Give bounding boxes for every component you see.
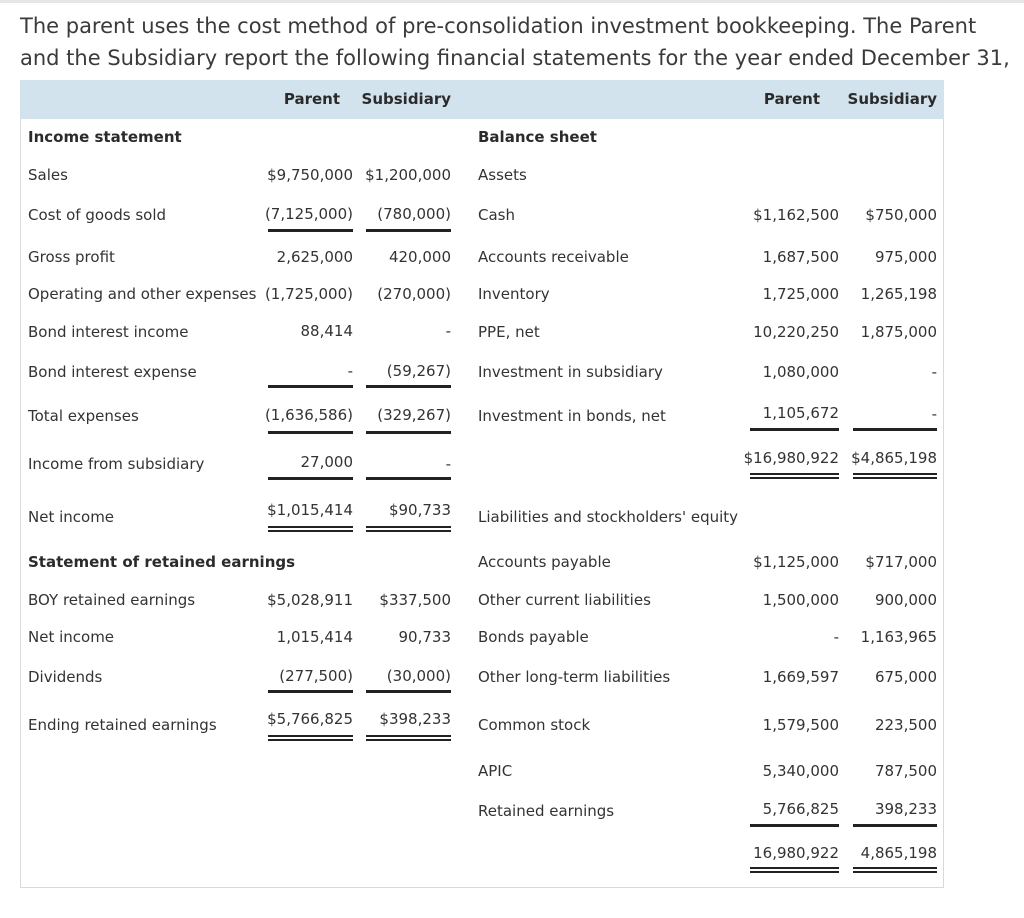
is-sub-sales: $1,200,000 (365, 166, 451, 184)
underline (366, 385, 451, 388)
top-border (0, 0, 1024, 3)
is-sub-net-income: $90,733 (388, 501, 451, 519)
underline (268, 477, 353, 480)
bs-parent-investment-in-bonds: 1,105,672 (762, 404, 839, 422)
underline (853, 428, 937, 431)
bs-parent-total-assets: $16,980,922 (743, 449, 839, 467)
bs-label-ppe: PPE, net (478, 323, 540, 341)
underline (366, 690, 451, 693)
bs-sub-other-long-term-liabilities: 675,000 (874, 668, 937, 686)
is-parent-income-from-subsidiary: 27,000 (300, 453, 353, 471)
re-parent-boy: $5,028,911 (267, 591, 353, 609)
bs-parent-accounts-receivable: 1,687,500 (762, 248, 839, 266)
bs-sub-retained-earnings: 398,233 (874, 800, 937, 818)
double-underline (750, 867, 839, 873)
bs-sub-accounts-payable: $717,000 (865, 553, 937, 571)
bs-sub-bonds-payable: 1,163,965 (860, 628, 937, 646)
bs-sub-other-current-liabilities: 900,000 (874, 591, 937, 609)
header-parent-left: Parent (283, 90, 340, 108)
is-sub-cogs: (780,000) (377, 205, 451, 223)
bs-sub-cash: $750,000 (865, 206, 937, 224)
header-parent-right: Parent (763, 90, 820, 108)
bs-parent-investment-in-subsidiary: 1,080,000 (762, 363, 839, 381)
bs-sub-accounts-receivable: 975,000 (874, 248, 937, 266)
is-sub-total-expenses: (329,267) (377, 406, 451, 424)
underline (750, 824, 839, 827)
bs-parent-bonds-payable: - (833, 628, 839, 646)
bs-sub-total-assets: $4,865,198 (851, 449, 937, 467)
underline (750, 428, 839, 431)
double-underline (853, 473, 937, 479)
retained-earnings-heading: Statement of retained earnings (28, 553, 296, 571)
underline (268, 229, 353, 232)
re-sub-dividends: (30,000) (386, 667, 451, 685)
liabilities-equity-label: Liabilities and stockholders' equity (478, 508, 739, 526)
bs-label-retained-earnings: Retained earnings (478, 802, 615, 820)
re-label-dividends: Dividends (28, 668, 103, 686)
is-sub-operating-expenses: (270,000) (377, 285, 451, 303)
bs-parent-ppe: 10,220,250 (753, 323, 839, 341)
bs-parent-common-stock: 1,579,500 (762, 716, 839, 734)
balance-sheet-heading: Balance sheet (478, 128, 597, 146)
bs-parent-accounts-payable: $1,125,000 (753, 553, 839, 571)
double-underline (853, 867, 937, 873)
bs-label-cash: Cash (478, 206, 515, 224)
bs-sub-common-stock: 223,500 (874, 716, 937, 734)
re-sub-boy: $337,500 (379, 591, 451, 609)
bs-parent-apic: 5,340,000 (762, 762, 839, 780)
re-label-boy: BOY retained earnings (28, 591, 196, 609)
is-label-net-income: Net income (28, 508, 115, 526)
bs-label-bonds-payable: Bonds payable (478, 628, 589, 646)
underline (268, 431, 353, 434)
double-underline (750, 473, 839, 479)
double-underline (366, 735, 451, 741)
bs-sub-investment-in-bonds: - (931, 405, 937, 423)
bs-label-other-current-liabilities: Other current liabilities (478, 591, 651, 609)
is-label-sales: Sales (28, 166, 68, 184)
bs-label-accounts-receivable: Accounts receivable (478, 248, 629, 266)
income-statement-heading: Income statement (28, 128, 182, 146)
double-underline (268, 735, 353, 741)
bs-label-apic: APIC (478, 762, 513, 780)
bs-sub-investment-in-subsidiary: - (931, 363, 937, 381)
bs-parent-other-current-liabilities: 1,500,000 (762, 591, 839, 609)
assets-label: Assets (478, 166, 527, 184)
intro-text: The parent uses the cost method of pre-consolidation investment bookkeeping. The Parent and the Subsidiary report the following financial statements for the year ended December 31, (20, 14, 1010, 70)
is-sub-gross-profit: 420,000 (388, 248, 451, 266)
bs-parent-retained-earnings: 5,766,825 (762, 800, 839, 818)
is-parent-operating-expenses: (1,725,000) (264, 285, 353, 303)
is-label-cogs: Cost of goods sold (28, 206, 167, 224)
bs-label-inventory: Inventory (478, 285, 550, 303)
bs-sub-inventory: 1,265,198 (860, 285, 937, 303)
is-parent-total-expenses: (1,636,586) (264, 406, 353, 424)
header-subsidiary-right: Subsidiary (847, 90, 937, 108)
bs-label-investment-in-bonds: Investment in bonds, net (478, 407, 666, 425)
underline (366, 477, 451, 480)
is-sub-bond-interest-expense: (59,267) (386, 362, 451, 380)
re-sub-ending: $398,233 (379, 710, 451, 728)
is-label-total-expenses: Total expenses (28, 407, 139, 425)
is-label-bond-interest-expense: Bond interest expense (28, 363, 197, 381)
is-parent-sales: $9,750,000 (267, 166, 353, 184)
re-parent-ending: $5,766,825 (267, 710, 353, 728)
is-label-gross-profit: Gross profit (28, 248, 115, 266)
is-sub-income-from-subsidiary: - (445, 455, 451, 473)
is-sub-bond-interest-income: - (445, 322, 451, 340)
bs-label-accounts-payable: Accounts payable (478, 553, 611, 571)
re-parent-net-income: 1,015,414 (276, 628, 353, 646)
is-parent-bond-interest-expense: - (347, 362, 353, 380)
bs-sub-total-liabilities-equity: 4,865,198 (860, 844, 937, 862)
bs-label-common-stock: Common stock (478, 716, 591, 734)
bs-parent-cash: $1,162,500 (753, 206, 839, 224)
bs-parent-total-liabilities-equity: 16,980,922 (753, 844, 839, 862)
underline (268, 690, 353, 693)
bs-sub-ppe: 1,875,000 (860, 323, 937, 341)
is-parent-cogs: (7,125,000) (264, 205, 353, 223)
re-parent-dividends: (277,500) (279, 667, 353, 685)
re-sub-net-income: 90,733 (398, 628, 451, 646)
bs-sub-apic: 787,500 (874, 762, 937, 780)
underline (268, 385, 353, 388)
is-parent-bond-interest-income: 88,414 (300, 322, 353, 340)
header-subsidiary-left: Subsidiary (361, 90, 451, 108)
bs-label-other-long-term-liabilities: Other long-term liabilities (478, 668, 671, 686)
is-label-bond-interest-income: Bond interest income (28, 323, 189, 341)
bs-parent-other-long-term-liabilities: 1,669,597 (762, 668, 839, 686)
is-parent-net-income: $1,015,414 (267, 501, 353, 519)
underline (366, 229, 451, 232)
bs-parent-inventory: 1,725,000 (762, 285, 839, 303)
re-label-ending: Ending retained earnings (28, 716, 217, 734)
is-label-income-from-subsidiary: Income from subsidiary (28, 455, 205, 473)
re-label-net-income: Net income (28, 628, 115, 646)
double-underline (366, 526, 451, 532)
double-underline (268, 526, 353, 532)
bs-label-investment-in-subsidiary: Investment in subsidiary (478, 363, 663, 381)
is-parent-gross-profit: 2,625,000 (276, 248, 353, 266)
underline (366, 431, 451, 434)
is-label-operating-expenses: Operating and other expenses (28, 285, 257, 303)
underline (853, 824, 937, 827)
